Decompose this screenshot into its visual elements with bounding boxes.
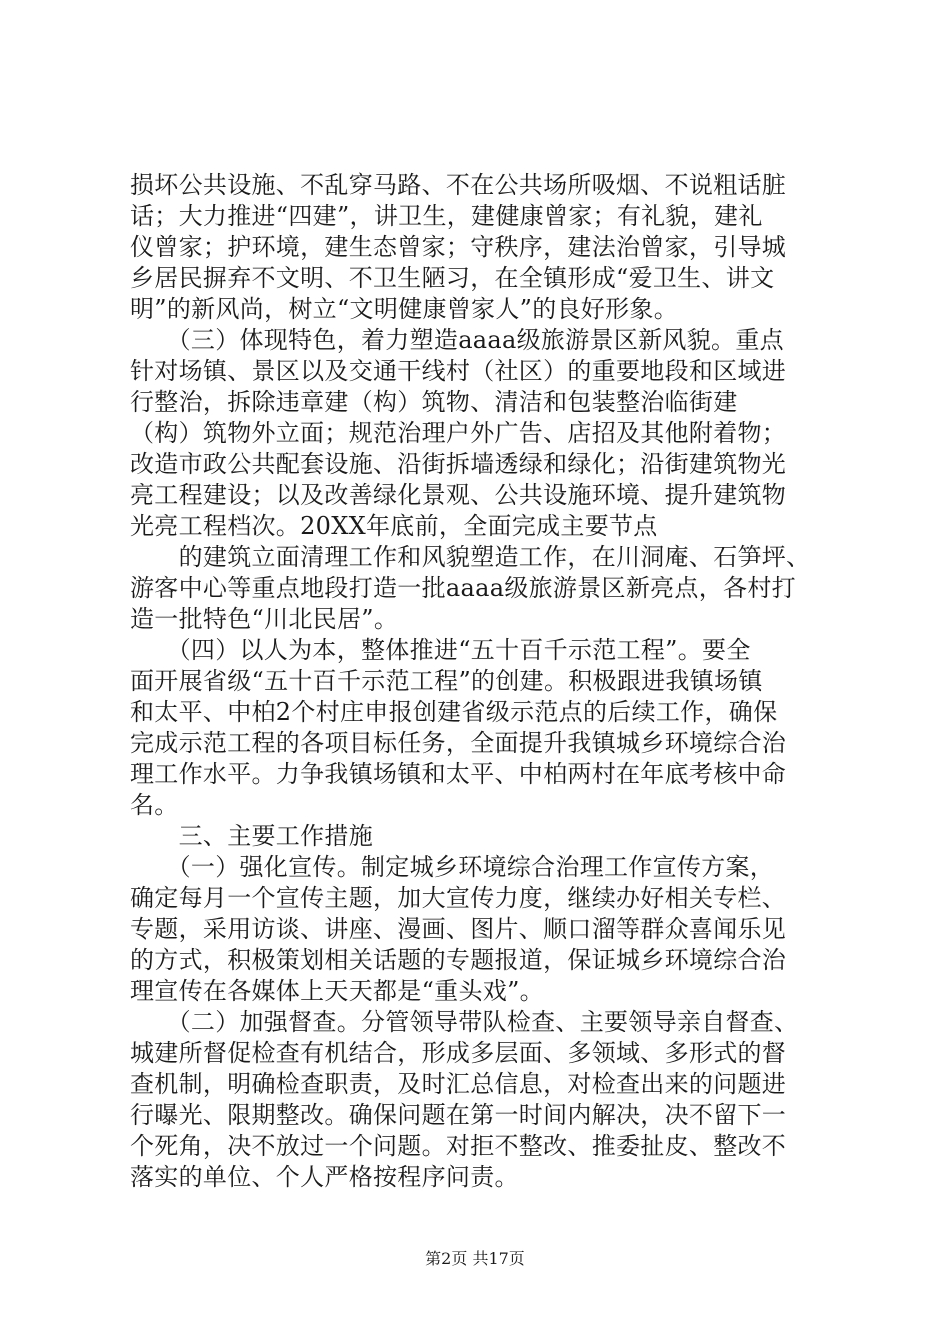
text-line: （四）以人为本，整体推进“五十百千示范工程”。要全 [130,636,751,664]
text-line: （构）筑物外立面；规范治理户外广告、店招及其他附着物； [130,419,787,447]
text-line: 行曝光、限期整改。确保问题在第一时间内解决，决不留下一 [130,1101,787,1129]
text-line: 查机制，明确检查职责，及时汇总信息，对检查出来的问题进 [130,1070,787,1098]
text-line: 的建筑立面清理工作和风貌塑造工作，在川洞庵、石笋坪、 [130,543,811,571]
text-line: （三）体现特色，着力塑造aaaa级旅游景区新风貌。重点 [130,326,784,354]
text-line: 明”的新风尚，树立“文明健康曾家人”的良好形象。 [130,295,679,323]
text-line: 游客中心等重点地段打造一批aaaa级旅游景区新亮点，各村打 [130,574,796,602]
text-line: 个死角，决不放过一个问题。对拒不整改、推委扯皮、整改不 [130,1132,787,1160]
text-line: 损坏公共设施、不乱穿马路、不在公共场所吸烟、不说粗话脏 [130,171,787,199]
text-line: 确定每月一个宣传主题，加大宣传力度，继续办好相关专栏、 [130,884,787,912]
text-line: 的方式，积极策划相关话题的专题报道，保证城乡环境综合治 [130,946,787,974]
text-line: （二）加强督查。分管领导带队检查、主要领导亲自督查、 [130,1008,799,1036]
text-line: 理宣传在各媒体上天天都是“重头戏”。 [130,977,544,1005]
text-line: 面开展省级“五十百千示范工程”的创建。积极跟进我镇场镇 [130,667,763,695]
text-line: 造一批特色“川北民居”。 [130,605,399,633]
text-line: 理工作水平。力争我镇场镇和太平、中柏两村在年底考核中命 [130,760,787,788]
text-line: 话；大力推进“四建”，讲卫生，建健康曾家；有礼貌，建礼 [130,202,763,230]
text-line: 名。 [130,791,179,819]
text-line: 改造市政公共配套设施、沿街拆墙透绿和绿化；沿街建筑物光 [130,450,787,478]
text-line: 仪曾家；护环境，建生态曾家；守秩序，建法治曾家，引导城 [130,233,787,261]
text-line: 城建所督促检查有机结合，形成多层面、多领域、多形式的督 [130,1039,787,1067]
text-line: 亮工程建设；以及改善绿化景观、公共设施环境、提升建筑物 [130,481,787,509]
text-line: 三、主要工作措施 [130,822,373,850]
page-number-footer: 第2页 共17页 [425,1249,525,1268]
text-line: （一）强化宣传。制定城乡环境综合治理工作宣传方案， [130,853,775,881]
text-line: 行整治，拆除违章建（构）筑物、清洁和包装整治临街建 [130,388,738,416]
text-line: 专题，采用访谈、讲座、漫画、图片、顺口溜等群众喜闻乐见 [130,915,787,943]
text-line: 和太平、中柏2个村庄申报创建省级示范点的后续工作，确保 [130,698,778,726]
text-line: 落实的单位、个人严格按程序问责。 [130,1163,519,1191]
body-text [130,170,830,1193]
text-line: 完成示范工程的各项目标任务，全面提升我镇城乡环境综合治 [130,729,787,757]
text-line: 针对场镇、景区以及交通干线村（社区）的重要地段和区域进 [130,357,787,385]
text-line: 乡居民摒弃不文明、不卫生陋习，在全镇形成“爱卫生、讲文 [130,264,775,292]
text-line: 光亮工程档次。20XX年底前，全面完成主要节点 [130,512,658,540]
